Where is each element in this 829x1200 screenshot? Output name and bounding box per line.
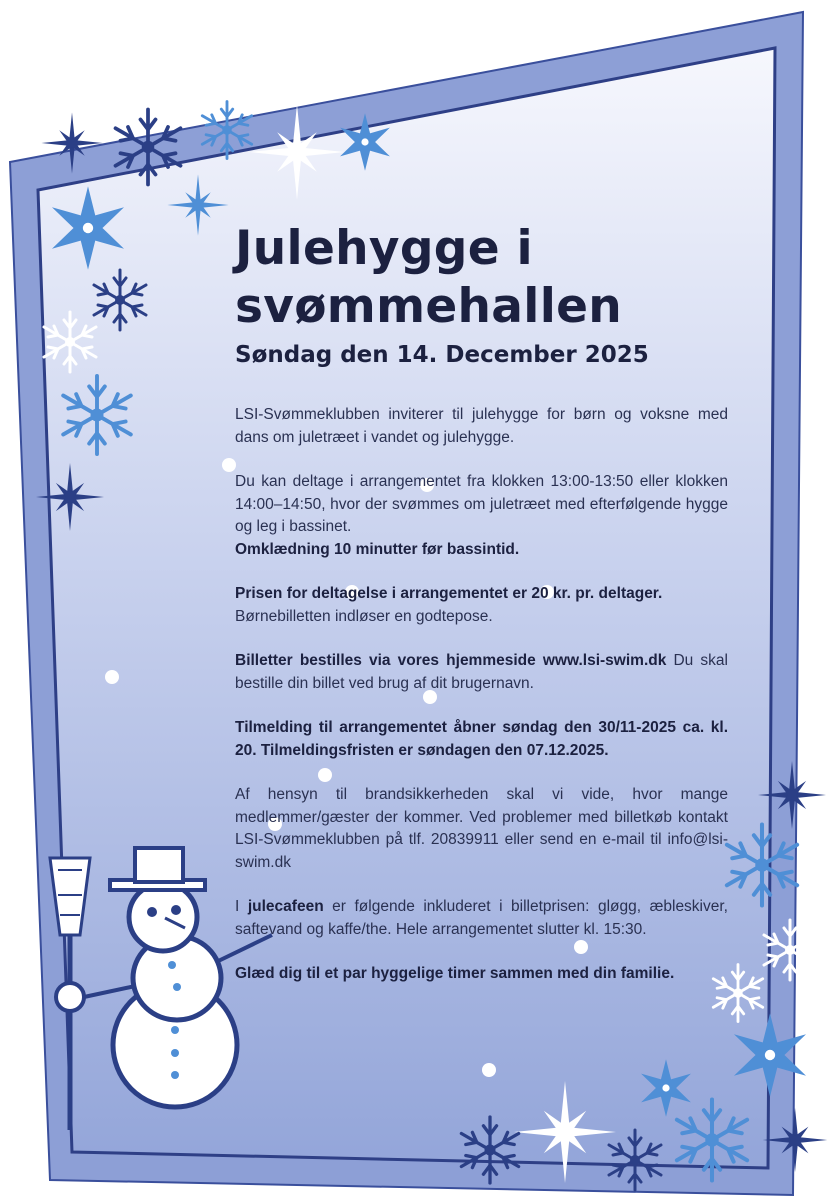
tickets-note: Du skal bestille din billet ved brug af dit brugernavn. [235, 652, 728, 692]
cafe-name: julecafeen [247, 898, 324, 915]
event-date: Søndag den 14. December 2025 [235, 342, 649, 368]
title-line-1: Julehygge i [235, 221, 533, 276]
cafe-text: er følgende inkluderet i billetprisen: gløgg, æbleskiver, saftevand og kaffe/the. Hele arrangementet slutter kl. 15:30. [235, 898, 728, 938]
price-paragraph [235, 583, 728, 628]
price-text: Prisen for deltagelse i arrangementet er 20 kr. pr. deltager. [235, 585, 663, 602]
schedule-paragraph [235, 471, 728, 561]
cafe-prefix: I [235, 898, 248, 915]
poster-title [235, 220, 728, 336]
title-line-2: svømmehallen [235, 279, 623, 334]
tickets-paragraph [235, 650, 728, 695]
snow-dot [482, 1063, 496, 1077]
invitation-content [235, 220, 728, 1008]
registration-text: Tilmelding til arrangementet åbner søndag den 30/11-2025 ca. kl. 20. Tilmeldingsfristen er søndagen den 07.12.2025. [235, 719, 728, 759]
snow-dot [105, 670, 119, 684]
closing-paragraph [235, 963, 728, 986]
tickets-link-text: Billetter bestilles via vores hjemmeside www.lsi-swim.dk [235, 652, 667, 669]
changing-note: Omklædning 10 minutter før bassintid. [235, 540, 520, 558]
invitation-body [235, 404, 728, 986]
snow-dot [222, 458, 236, 472]
cafe-paragraph [235, 896, 728, 941]
intro-paragraph: LSI-Svømmeklubben inviterer til julehygge for børn og voksne med dans om juletræet i vandet og julehygge. [235, 406, 728, 446]
safety-paragraph: Af hensyn til brandsikkerheden skal vi vide, hvor mange medlemmer/gæster der kommer. Ved problemer med billetkøb kontakt LSI-Svømmeklubben på tlf. 20839911 eller send en e-mail til info@lsi-swim.dk [235, 786, 728, 871]
candy-note: Børnebilletten indløser en godtepose. [235, 607, 493, 625]
closing-text: Glæd dig til et par hyggelige timer sammen med din familie. [235, 965, 675, 982]
registration-paragraph [235, 717, 728, 762]
schedule-text: Du kan deltage i arrangementet fra klokken 13:00-13:50 eller klokken 14:00–14:50, hvor der svømmes om juletræet med efterfølgende hygge og leg i bassinet. [235, 473, 728, 535]
